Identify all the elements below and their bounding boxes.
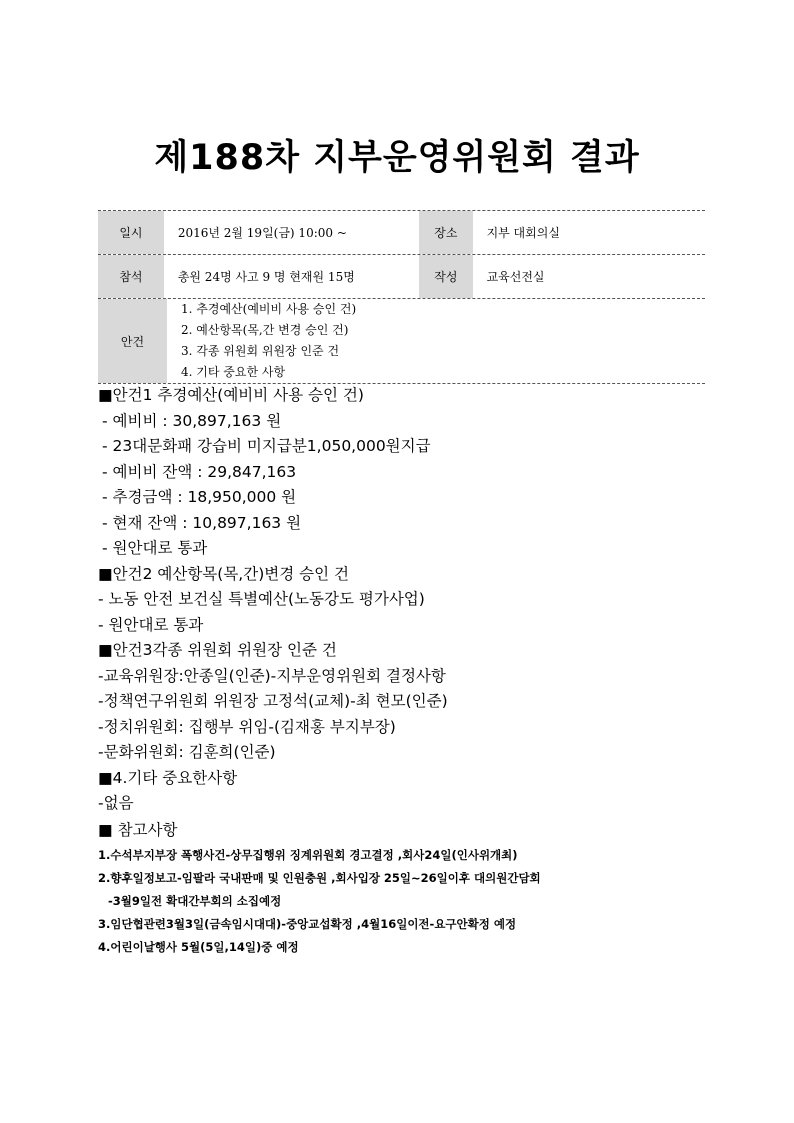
- result-line: - 23대문화패 강습비 미지급분1,050,000원지급: [102, 437, 431, 455]
- result-line: - 예비비 : 30,897,163 원: [102, 411, 282, 430]
- agenda-item: 1. 추경예산(예비비 사용 승인 건): [181, 302, 357, 316]
- attendance-value: 총원 24명 사고 9 명 현재원 15명: [177, 270, 355, 284]
- info-row-date: [98, 211, 705, 255]
- result-line: -정치위원회: 집행부 위임-(김재홍 부지부장): [98, 717, 396, 736]
- result-line: -교육위원장:안종일(인준)-지부운영위원회 결정사항: [98, 666, 446, 685]
- writer-label: 작성: [419, 255, 472, 298]
- writer-value: 교육선전실: [486, 270, 545, 284]
- agenda-item: 2. 예산항목(목,간 변경 승인 건): [181, 323, 349, 337]
- meeting-info-table: [98, 210, 705, 384]
- reference-item: 3.임단협관련3월3일(금속임시대대)-중앙교섭확정 ,4월16일이전-요구안확정 예정: [98, 916, 517, 931]
- reference-item: -3월9일전 확대간부회의 소집예정: [108, 893, 282, 908]
- agenda2-heading: ■안건2 예산항목(목,간)변경 승인 건: [98, 564, 349, 583]
- meeting-results: [98, 383, 698, 959]
- result-line: - 원안대로 통과: [98, 615, 204, 634]
- agenda1-heading: ■안건1 추경예산(예비비 사용 승인 건): [98, 386, 364, 404]
- reference-item: 1.수석부지부장 폭행사건-상무집행위 징계위원회 경고결정 ,회사24일(인사위개최): [98, 847, 518, 862]
- info-row-attendance: [98, 255, 705, 299]
- reference-heading: ■ 참고사항: [98, 820, 178, 839]
- agenda-item: 4. 기타 중요한 사항: [181, 365, 286, 379]
- info-row-agenda: [98, 299, 705, 384]
- agenda4-heading: ■4.기타 중요한사항: [98, 768, 238, 787]
- agenda-list: [167, 299, 356, 383]
- agenda3-heading: ■안건3각종 위원회 위원장 인준 건: [98, 641, 337, 659]
- reference-item: 2.향후일정보고-임팔라 국내판매 및 인원충원 ,회사입장 25일~26일이후 대의원간담회: [98, 870, 541, 885]
- result-line: - 추경금액 : 18,950,000 원: [102, 488, 297, 506]
- page-title: 제188차 지부운영위원회 결과: [154, 138, 640, 178]
- result-line: - 노동 안전 보건실 특별예산(노동강도 평가사업): [98, 590, 425, 608]
- agenda-label: 안건: [98, 299, 167, 383]
- result-line: -없음: [98, 794, 134, 812]
- place-label: 장소: [419, 211, 472, 254]
- result-line: - 현재 잔액 : 10,897,163 원: [102, 513, 302, 532]
- result-line: - 원안대로 통과: [102, 539, 208, 557]
- result-line: - 예비비 잔액 : 29,847,163: [102, 462, 297, 481]
- date-label: 일시: [98, 211, 164, 254]
- reference-item: 4.어린이날행사 5월(5일,14일)중 예정: [98, 939, 299, 954]
- date-value: 2016년 2월 19일(금) 10:00 ~: [177, 226, 347, 240]
- attendance-label: 참석: [98, 255, 164, 298]
- result-line: -문화위원회: 김훈희(인준): [98, 743, 276, 761]
- result-line: -정책연구위원회 위원장 고정석(교체)-최 현모(인준): [98, 692, 448, 710]
- place-value: 지부 대회의실: [486, 226, 560, 240]
- agenda-item: 3. 각종 위원회 위원장 인준 건: [181, 344, 340, 358]
